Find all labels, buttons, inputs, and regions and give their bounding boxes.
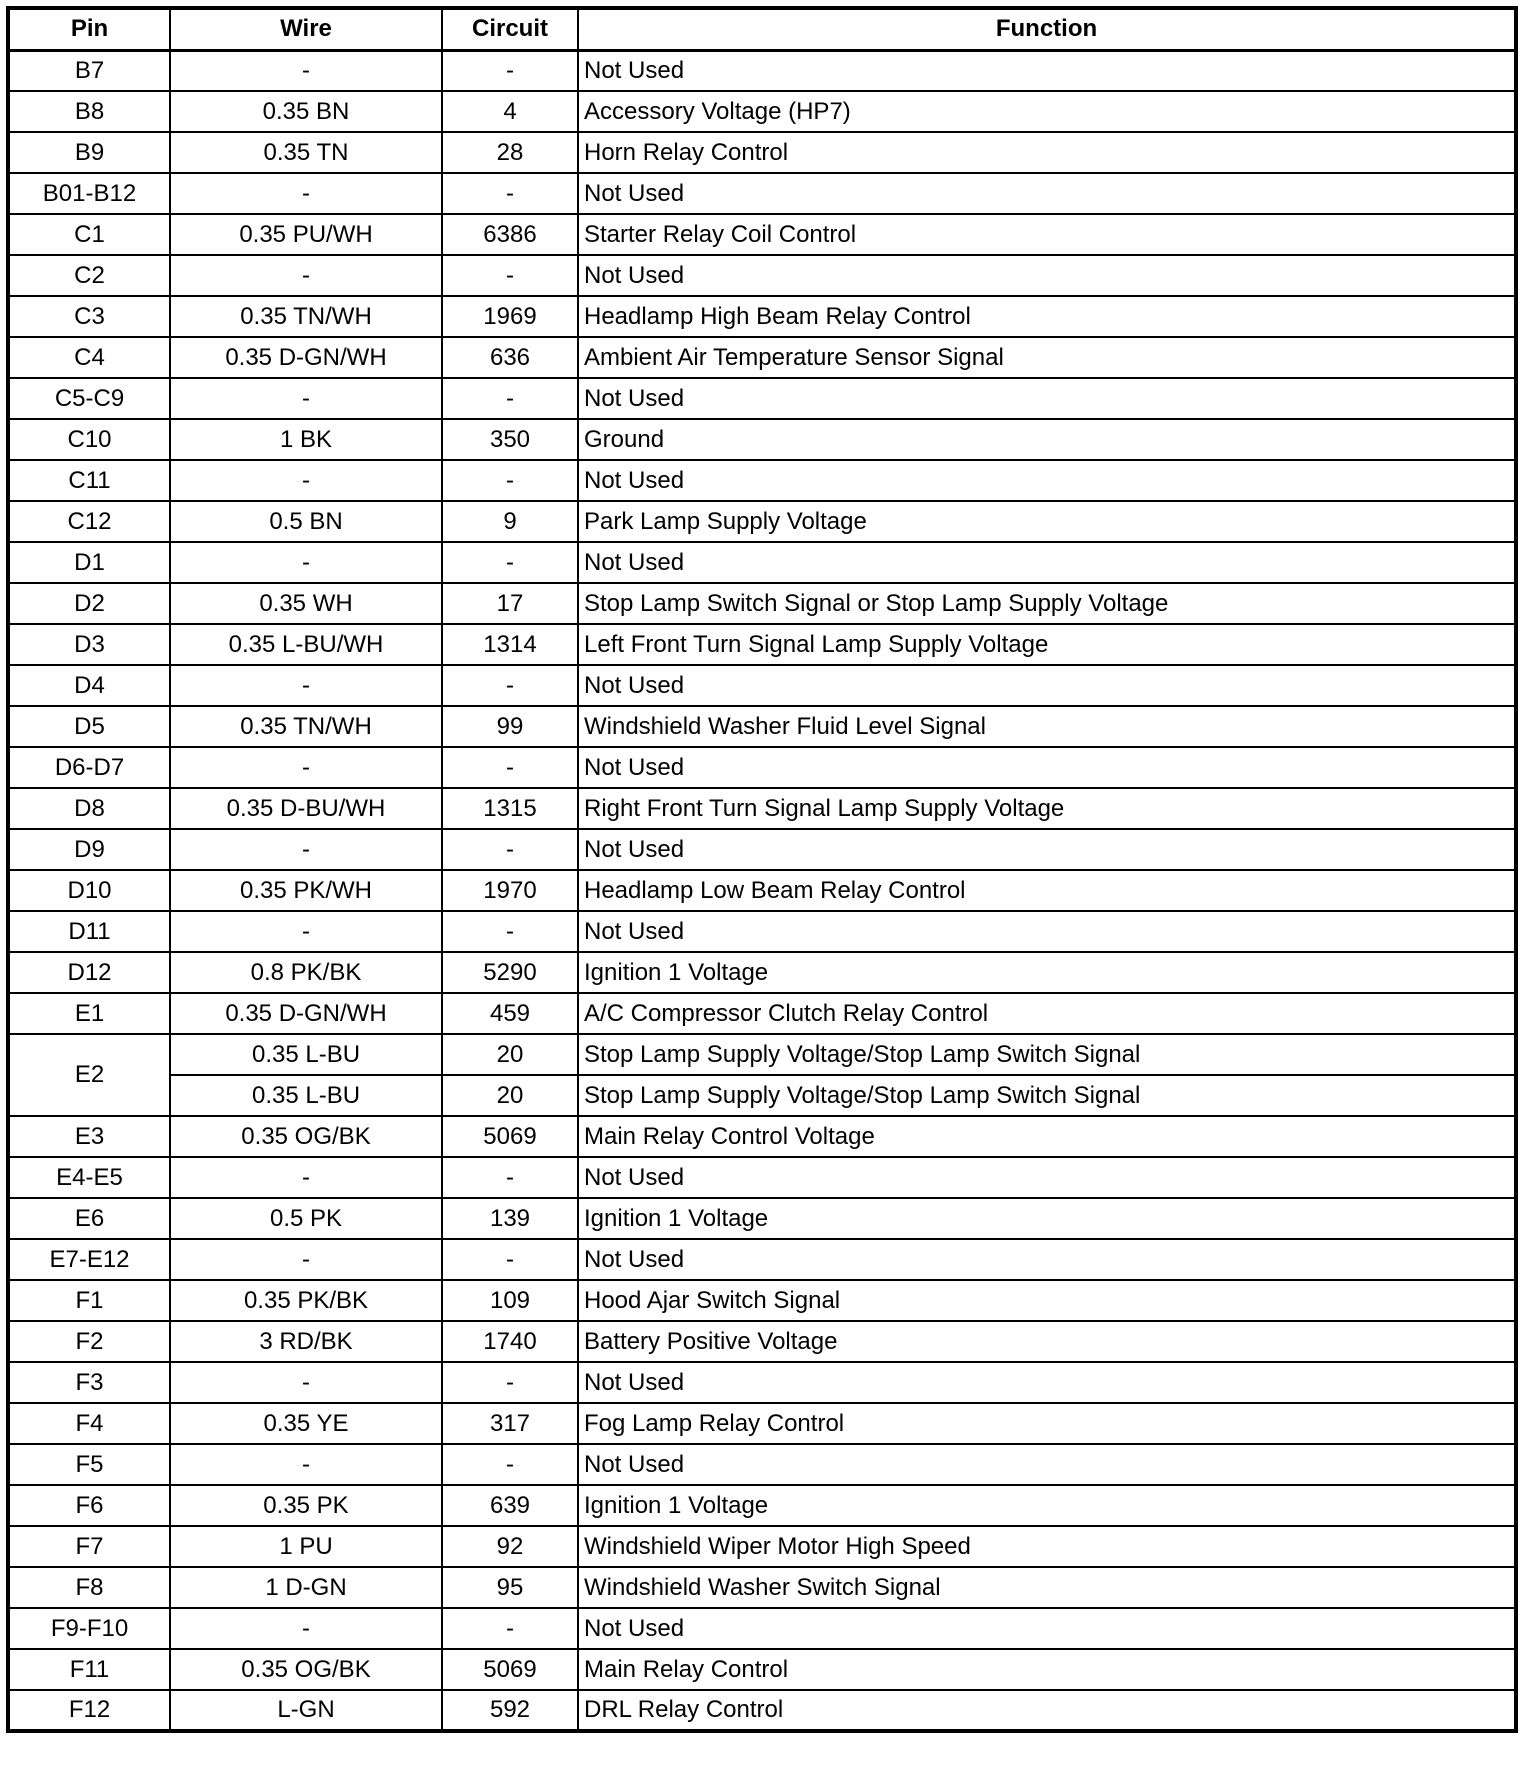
pin-cell: C11 (8, 460, 170, 501)
wire-cell: - (170, 911, 442, 952)
function-cell: Starter Relay Coil Control (578, 214, 1516, 255)
circuit-cell: - (442, 1157, 578, 1198)
pin-cell: F11 (8, 1649, 170, 1690)
table-row (8, 91, 1516, 132)
circuit-cell: - (442, 1608, 578, 1649)
wire-cell: 0.35 OG/BK (170, 1116, 442, 1157)
table-row (8, 1485, 1516, 1526)
pin-cell: E4-E5 (8, 1157, 170, 1198)
function-cell: Headlamp Low Beam Relay Control (578, 870, 1516, 911)
pin-cell: D11 (8, 911, 170, 952)
circuit-cell: - (442, 911, 578, 952)
wire-cell: - (170, 542, 442, 583)
table-body (8, 50, 1516, 1731)
table-row (8, 993, 1516, 1034)
function-cell: Main Relay Control (578, 1649, 1516, 1690)
table-row (8, 255, 1516, 296)
wire-cell: 1 BK (170, 419, 442, 460)
wire-cell: - (170, 1444, 442, 1485)
circuit-cell: - (442, 665, 578, 706)
table-row (8, 337, 1516, 378)
wire-cell: - (170, 1362, 442, 1403)
wire-cell: 0.35 D-GN/WH (170, 337, 442, 378)
circuit-cell: 139 (442, 1198, 578, 1239)
function-cell: Not Used (578, 542, 1516, 583)
table-row (8, 1690, 1516, 1731)
function-cell: Ambient Air Temperature Sensor Signal (578, 337, 1516, 378)
pin-column-header: Pin (8, 8, 170, 50)
pin-cell: F7 (8, 1526, 170, 1567)
function-cell: Ignition 1 Voltage (578, 1198, 1516, 1239)
wire-cell: 0.8 PK/BK (170, 952, 442, 993)
table-row (8, 214, 1516, 255)
circuit-cell: - (442, 1444, 578, 1485)
table-row (8, 173, 1516, 214)
pin-cell: D4 (8, 665, 170, 706)
function-cell: Stop Lamp Switch Signal or Stop Lamp Supply Voltage (578, 583, 1516, 624)
function-cell: Hood Ajar Switch Signal (578, 1280, 1516, 1321)
table-row (8, 1321, 1516, 1362)
pin-cell: B8 (8, 91, 170, 132)
function-cell: Right Front Turn Signal Lamp Supply Voltage (578, 788, 1516, 829)
circuit-cell: 99 (442, 706, 578, 747)
circuit-cell: - (442, 173, 578, 214)
circuit-cell: 636 (442, 337, 578, 378)
wire-cell: L-GN (170, 1690, 442, 1731)
function-cell: Not Used (578, 829, 1516, 870)
pin-cell: D6-D7 (8, 747, 170, 788)
function-cell: Ignition 1 Voltage (578, 952, 1516, 993)
wire-cell: - (170, 255, 442, 296)
wire-cell: 0.35 L-BU (170, 1075, 442, 1116)
function-cell: Accessory Voltage (HP7) (578, 91, 1516, 132)
function-cell: Horn Relay Control (578, 132, 1516, 173)
wire-cell: - (170, 1157, 442, 1198)
circuit-cell: - (442, 747, 578, 788)
table-row (8, 419, 1516, 460)
table-row (8, 1075, 1516, 1116)
pin-cell: D5 (8, 706, 170, 747)
table-row (8, 583, 1516, 624)
pin-cell: F8 (8, 1567, 170, 1608)
wire-cell: 0.35 TN (170, 132, 442, 173)
wire-cell: 0.35 PK/BK (170, 1280, 442, 1321)
function-cell: Not Used (578, 1362, 1516, 1403)
table-header (8, 8, 1516, 50)
pin-cell: D9 (8, 829, 170, 870)
circuit-cell: 317 (442, 1403, 578, 1444)
circuit-cell: - (442, 255, 578, 296)
pin-cell: F5 (8, 1444, 170, 1485)
circuit-cell: 95 (442, 1567, 578, 1608)
pin-cell: D3 (8, 624, 170, 665)
function-cell: Stop Lamp Supply Voltage/Stop Lamp Switch Signal (578, 1075, 1516, 1116)
circuit-cell: 459 (442, 993, 578, 1034)
pin-cell: F9-F10 (8, 1608, 170, 1649)
wire-cell: 0.35 L-BU (170, 1034, 442, 1075)
wire-cell: - (170, 1608, 442, 1649)
table-row (8, 1157, 1516, 1198)
pin-cell: E6 (8, 1198, 170, 1239)
circuit-cell: - (442, 542, 578, 583)
table-row (8, 624, 1516, 665)
pin-cell: F1 (8, 1280, 170, 1321)
function-column-header: Function (578, 8, 1516, 50)
pin-cell: E3 (8, 1116, 170, 1157)
table-row (8, 1526, 1516, 1567)
wire-cell: 0.35 WH (170, 583, 442, 624)
circuit-cell: 1970 (442, 870, 578, 911)
wire-cell: 1 PU (170, 1526, 442, 1567)
function-cell: Not Used (578, 665, 1516, 706)
table-row (8, 1362, 1516, 1403)
wire-cell: - (170, 1239, 442, 1280)
circuit-cell: - (442, 829, 578, 870)
wire-cell: - (170, 665, 442, 706)
function-cell: Windshield Washer Switch Signal (578, 1567, 1516, 1608)
table-row (8, 1034, 1516, 1075)
function-cell: Headlamp High Beam Relay Control (578, 296, 1516, 337)
wire-cell: - (170, 747, 442, 788)
pin-cell: E1 (8, 993, 170, 1034)
circuit-cell: 4 (442, 91, 578, 132)
wire-cell: 0.35 BN (170, 91, 442, 132)
pin-cell: C1 (8, 214, 170, 255)
table-row (8, 1239, 1516, 1280)
circuit-cell: 5290 (442, 952, 578, 993)
pin-cell: B7 (8, 50, 170, 91)
function-cell: Not Used (578, 911, 1516, 952)
table-row (8, 542, 1516, 583)
function-cell: Battery Positive Voltage (578, 1321, 1516, 1362)
table-row (8, 788, 1516, 829)
wire-cell: 3 RD/BK (170, 1321, 442, 1362)
pin-cell: C10 (8, 419, 170, 460)
circuit-cell: 5069 (442, 1116, 578, 1157)
circuit-cell: - (442, 460, 578, 501)
pin-cell: D2 (8, 583, 170, 624)
pin-cell: F3 (8, 1362, 170, 1403)
circuit-column-header: Circuit (442, 8, 578, 50)
pin-cell: F6 (8, 1485, 170, 1526)
table-row (8, 829, 1516, 870)
wire-cell: 0.35 PU/WH (170, 214, 442, 255)
function-cell: Not Used (578, 50, 1516, 91)
circuit-cell: 28 (442, 132, 578, 173)
wire-column-header: Wire (170, 8, 442, 50)
function-cell: Ground (578, 419, 1516, 460)
function-cell: Left Front Turn Signal Lamp Supply Voltage (578, 624, 1516, 665)
wire-cell: 0.5 PK (170, 1198, 442, 1239)
function-cell: Not Used (578, 747, 1516, 788)
circuit-cell: 639 (442, 1485, 578, 1526)
function-cell: Not Used (578, 1444, 1516, 1485)
function-cell: Not Used (578, 255, 1516, 296)
wire-cell: 0.35 D-BU/WH (170, 788, 442, 829)
circuit-cell: 1969 (442, 296, 578, 337)
pin-cell: D12 (8, 952, 170, 993)
pin-cell: C5-C9 (8, 378, 170, 419)
function-cell: Not Used (578, 173, 1516, 214)
pin-cell: C12 (8, 501, 170, 542)
pin-cell: D10 (8, 870, 170, 911)
function-cell: A/C Compressor Clutch Relay Control (578, 993, 1516, 1034)
table-row (8, 1444, 1516, 1485)
pin-cell: D8 (8, 788, 170, 829)
function-cell: DRL Relay Control (578, 1690, 1516, 1731)
wire-cell: - (170, 460, 442, 501)
pin-cell: C3 (8, 296, 170, 337)
table-row (8, 460, 1516, 501)
wire-cell: - (170, 378, 442, 419)
table-row (8, 1567, 1516, 1608)
circuit-cell: 92 (442, 1526, 578, 1567)
pin-cell: F2 (8, 1321, 170, 1362)
wire-cell: - (170, 829, 442, 870)
table-row (8, 1649, 1516, 1690)
circuit-cell: 20 (442, 1075, 578, 1116)
circuit-cell: 9 (442, 501, 578, 542)
function-cell: Not Used (578, 378, 1516, 419)
circuit-cell: 20 (442, 1034, 578, 1075)
circuit-cell: 6386 (442, 214, 578, 255)
wire-cell: - (170, 173, 442, 214)
pin-cell: C2 (8, 255, 170, 296)
function-cell: Not Used (578, 1608, 1516, 1649)
circuit-cell: - (442, 1362, 578, 1403)
table-row (8, 952, 1516, 993)
wire-cell: - (170, 50, 442, 91)
wire-cell: 0.35 TN/WH (170, 296, 442, 337)
circuit-cell: - (442, 1239, 578, 1280)
circuit-cell: 1314 (442, 624, 578, 665)
circuit-cell: 592 (442, 1690, 578, 1731)
pin-cell: B01-B12 (8, 173, 170, 214)
table-row (8, 665, 1516, 706)
pin-cell: E2 (8, 1034, 170, 1116)
header-row (8, 8, 1516, 50)
function-cell: Fog Lamp Relay Control (578, 1403, 1516, 1444)
table-row (8, 296, 1516, 337)
wire-cell: 0.35 PK/WH (170, 870, 442, 911)
circuit-cell: 350 (442, 419, 578, 460)
wire-cell: 0.5 BN (170, 501, 442, 542)
table-row (8, 378, 1516, 419)
table-row (8, 1116, 1516, 1157)
wire-cell: 1 D-GN (170, 1567, 442, 1608)
table-row (8, 1403, 1516, 1444)
function-cell: Main Relay Control Voltage (578, 1116, 1516, 1157)
function-cell: Not Used (578, 460, 1516, 501)
function-cell: Windshield Washer Fluid Level Signal (578, 706, 1516, 747)
pin-cell: D1 (8, 542, 170, 583)
circuit-cell: 109 (442, 1280, 578, 1321)
pin-cell: F12 (8, 1690, 170, 1731)
pin-cell: E7-E12 (8, 1239, 170, 1280)
table-row (8, 501, 1516, 542)
function-cell: Not Used (578, 1157, 1516, 1198)
table-row (8, 1280, 1516, 1321)
wire-cell: 0.35 D-GN/WH (170, 993, 442, 1034)
table-row (8, 747, 1516, 788)
function-cell: Stop Lamp Supply Voltage/Stop Lamp Switch Signal (578, 1034, 1516, 1075)
circuit-cell: 1315 (442, 788, 578, 829)
table-row (8, 132, 1516, 173)
table-row (8, 50, 1516, 91)
pin-cell: B9 (8, 132, 170, 173)
table-row (8, 1198, 1516, 1239)
function-cell: Windshield Wiper Motor High Speed (578, 1526, 1516, 1567)
wire-cell: 0.35 OG/BK (170, 1649, 442, 1690)
table-row (8, 911, 1516, 952)
pin-cell: C4 (8, 337, 170, 378)
wire-cell: 0.35 PK (170, 1485, 442, 1526)
table-row (8, 706, 1516, 747)
wire-cell: 0.35 TN/WH (170, 706, 442, 747)
circuit-cell: - (442, 378, 578, 419)
circuit-cell: 1740 (442, 1321, 578, 1362)
connector-pinout-table (6, 6, 1518, 1733)
function-cell: Ignition 1 Voltage (578, 1485, 1516, 1526)
function-cell: Not Used (578, 1239, 1516, 1280)
table-row (8, 1608, 1516, 1649)
circuit-cell: 17 (442, 583, 578, 624)
table-row (8, 870, 1516, 911)
circuit-cell: - (442, 50, 578, 91)
pin-cell: F4 (8, 1403, 170, 1444)
wire-cell: 0.35 L-BU/WH (170, 624, 442, 665)
circuit-cell: 5069 (442, 1649, 578, 1690)
wire-cell: 0.35 YE (170, 1403, 442, 1444)
function-cell: Park Lamp Supply Voltage (578, 501, 1516, 542)
